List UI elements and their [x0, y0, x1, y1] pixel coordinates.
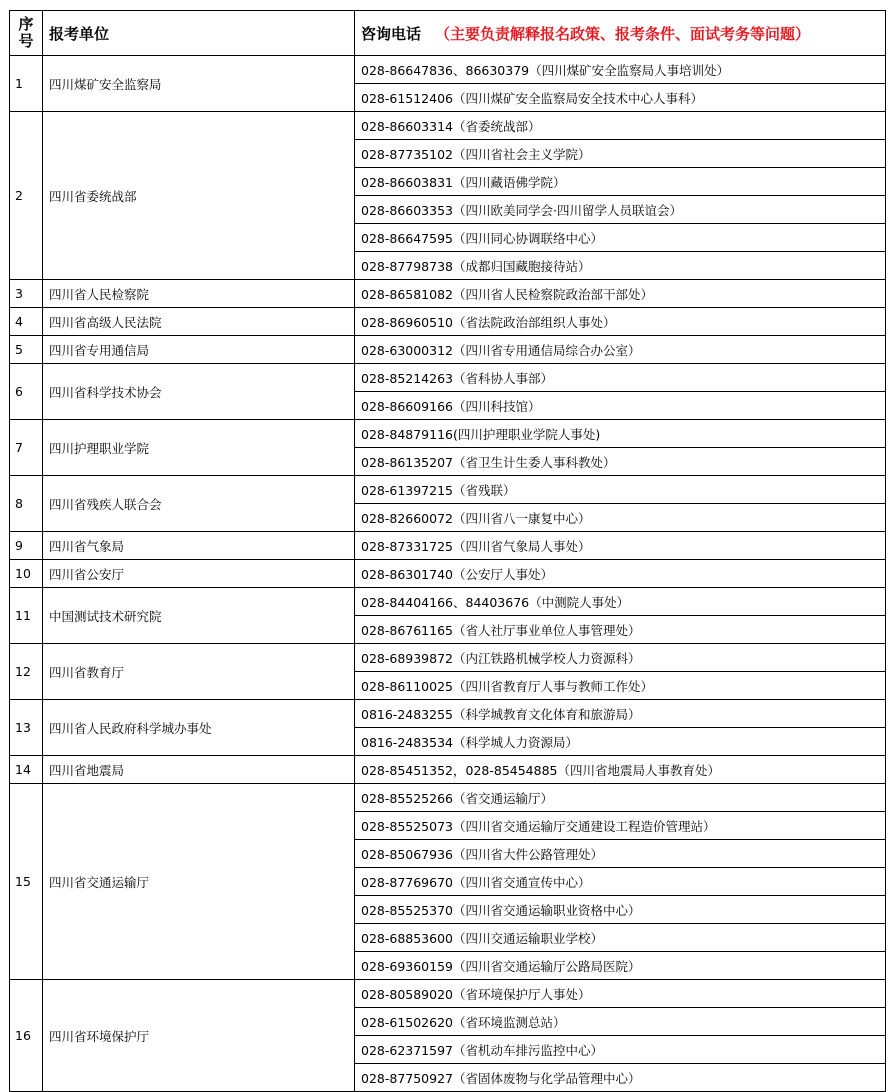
row-seq: 10	[10, 560, 43, 588]
header-row	[10, 11, 886, 56]
row-phone: 028-85067936（四川省大件公路管理处）	[355, 840, 886, 868]
row-phone: 028-85525073（四川省交通运输厅交通建设工程造价管理站）	[355, 812, 886, 840]
row-unit: 四川煤矿安全监察局	[43, 56, 355, 112]
row-seq: 8	[10, 476, 43, 532]
row-unit: 四川护理职业学院	[43, 420, 355, 476]
header-seq-line2: 号	[18, 32, 34, 50]
row-phone: 028-63000312（四川省专用通信局综合办公室）	[355, 336, 886, 364]
table-row	[10, 560, 886, 588]
row-phone: 028-85525266（省交通运输厅）	[355, 784, 886, 812]
row-phone: 028-87735102（四川省社会主义学院）	[355, 140, 886, 168]
row-phone: 028-84879116(四川护理职业学院人事处)	[355, 420, 886, 448]
header-phone: 咨询电话	[361, 24, 422, 43]
row-unit: 四川省人民政府科学城办事处	[43, 700, 355, 756]
row-phone: 0816-2483255（科学城教育文化体育和旅游局）	[355, 700, 886, 728]
row-phone: 028-68853600（四川交通运输职业学校）	[355, 924, 886, 952]
row-unit: 四川省气象局	[43, 532, 355, 560]
header-phone-cell	[355, 11, 886, 56]
header-note: （主要负责解释报名政策、报考条件、面试考务等问题）	[435, 24, 811, 43]
table-row	[10, 700, 886, 728]
row-seq: 15	[10, 784, 43, 980]
row-phone: 028-86960510（省法院政治部组织人事处）	[355, 308, 886, 336]
row-seq: 6	[10, 364, 43, 420]
row-unit: 四川省残疾人联合会	[43, 476, 355, 532]
row-seq: 12	[10, 644, 43, 700]
row-unit: 四川省交通运输厅	[43, 784, 355, 980]
row-phone: 028-62371597（省机动车排污监控中心）	[355, 1036, 886, 1064]
table-row	[10, 112, 886, 140]
table-row	[10, 980, 886, 1008]
row-unit: 四川省教育厅	[43, 644, 355, 700]
row-phone: 028-80589020（省环境保护厅人事处）	[355, 980, 886, 1008]
table-row	[10, 756, 886, 784]
row-phone: 028-85214263（省科协人事部）	[355, 364, 886, 392]
row-unit: 四川省公安厅	[43, 560, 355, 588]
row-unit: 四川省高级人民法院	[43, 308, 355, 336]
row-phone: 028-86647595（四川同心协调联络中心）	[355, 224, 886, 252]
row-unit: 中国测试技术研究院	[43, 588, 355, 644]
row-seq: 11	[10, 588, 43, 644]
row-phone: 028-87798738（成都归国藏胞接待站）	[355, 252, 886, 280]
row-phone: 028-87769670（四川省交通宣传中心）	[355, 868, 886, 896]
row-seq: 9	[10, 532, 43, 560]
row-phone: 028-61502620（省环境监测总站）	[355, 1008, 886, 1036]
row-unit: 四川省人民检察院	[43, 280, 355, 308]
row-phone: 028-86581082（四川省人民检察院政治部干部处）	[355, 280, 886, 308]
row-phone: 028-87750927（省固体废物与化学品管理中心）	[355, 1064, 886, 1092]
row-unit: 四川省专用通信局	[43, 336, 355, 364]
header-seq	[10, 11, 43, 56]
table-row	[10, 364, 886, 392]
header-unit: 报考单位	[43, 11, 355, 56]
header-seq-line1: 序	[18, 15, 34, 33]
row-phone: 028-85525370（四川省交通运输职业资格中心）	[355, 896, 886, 924]
row-seq: 5	[10, 336, 43, 364]
contact-table	[9, 10, 886, 1092]
row-phone: 028-84404166、84403676（中测院人事处）	[355, 588, 886, 616]
row-phone: 028-86301740（公安厅人事处）	[355, 560, 886, 588]
row-unit: 四川省环境保护厅	[43, 980, 355, 1092]
row-seq: 16	[10, 980, 43, 1092]
row-seq: 2	[10, 112, 43, 280]
row-phone: 0816-2483534（科学城人力资源局）	[355, 728, 886, 756]
table-row	[10, 476, 886, 504]
row-seq: 14	[10, 756, 43, 784]
row-phone: 028-86609166（四川科技馆）	[355, 392, 886, 420]
table-row	[10, 644, 886, 672]
table-row	[10, 784, 886, 812]
row-seq: 7	[10, 420, 43, 476]
table-row	[10, 308, 886, 336]
row-phone: 028-87331725（四川省气象局人事处）	[355, 532, 886, 560]
row-phone: 028-85451352，028-85454885（四川省地震局人事教育处）	[355, 756, 886, 784]
row-phone: 028-86135207（省卫生计生委人事科教处）	[355, 448, 886, 476]
row-phone: 028-86603831（四川藏语佛学院）	[355, 168, 886, 196]
row-phone: 028-86603314（省委统战部）	[355, 112, 886, 140]
row-phone: 028-86761165（省人社厅事业单位人事管理处）	[355, 616, 886, 644]
row-unit: 四川省地震局	[43, 756, 355, 784]
table-body	[10, 56, 886, 1092]
table-row	[10, 532, 886, 560]
table-row	[10, 280, 886, 308]
row-seq: 1	[10, 56, 43, 112]
table-row	[10, 336, 886, 364]
row-phone: 028-82660072（四川省八一康复中心）	[355, 504, 886, 532]
row-phone: 028-86647836、86630379（四川煤矿安全监察局人事培训处）	[355, 56, 886, 84]
row-seq: 3	[10, 280, 43, 308]
row-phone: 028-69360159（四川省交通运输厅公路局医院）	[355, 952, 886, 980]
table-row	[10, 420, 886, 448]
row-seq: 13	[10, 700, 43, 756]
row-phone: 028-61397215（省残联）	[355, 476, 886, 504]
row-seq: 4	[10, 308, 43, 336]
row-phone: 028-86603353（四川欧美同学会·四川留学人员联谊会）	[355, 196, 886, 224]
row-phone: 028-86110025（四川省教育厅人事与教师工作处）	[355, 672, 886, 700]
row-unit: 四川省科学技术协会	[43, 364, 355, 420]
table-row	[10, 588, 886, 616]
row-phone: 028-61512406（四川煤矿安全监察局安全技术中心人事科）	[355, 84, 886, 112]
row-unit: 四川省委统战部	[43, 112, 355, 280]
row-phone: 028-68939872（内江铁路机械学校人力资源科）	[355, 644, 886, 672]
table-row	[10, 56, 886, 84]
